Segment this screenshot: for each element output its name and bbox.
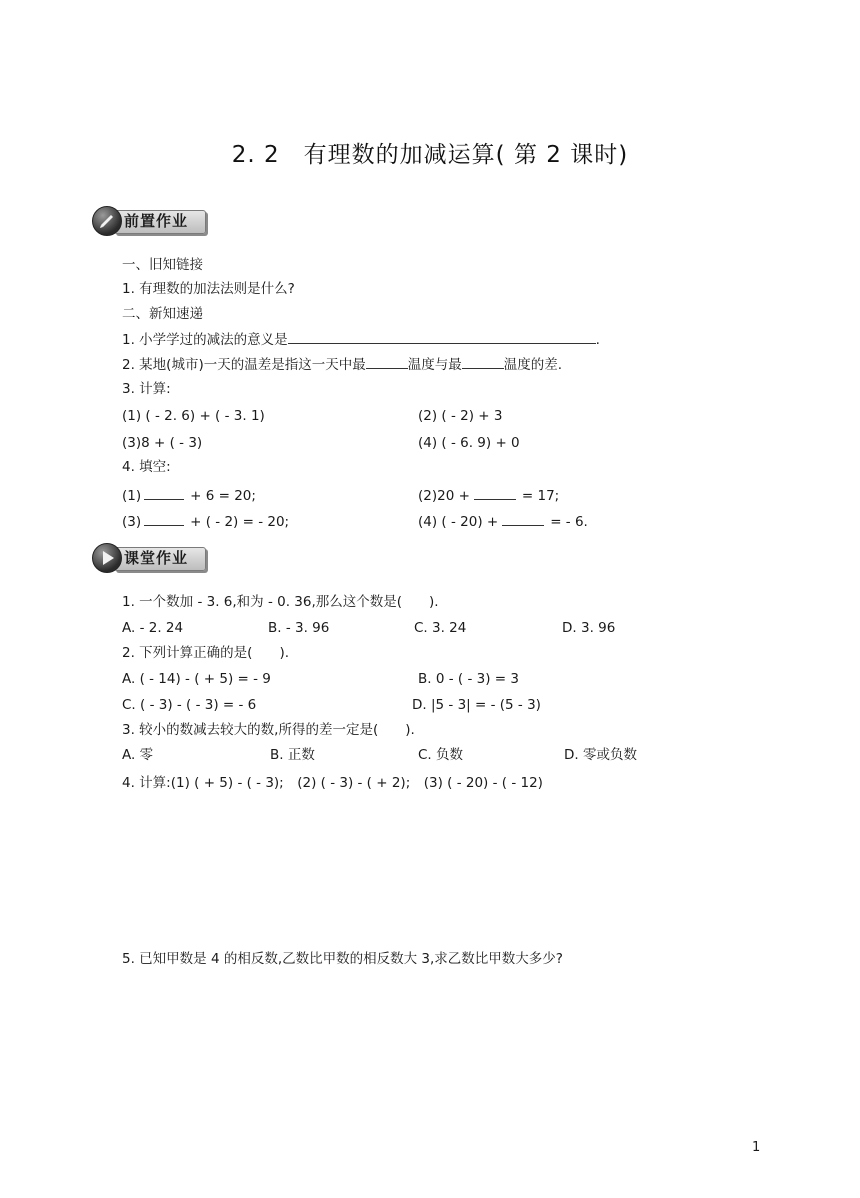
fill-item-2: (2)20 + = 17; [418,488,560,504]
fill-item-4: (4) ( - 20) + = - 6. [418,514,588,530]
answer-blank[interactable] [474,486,516,500]
fill-item-3: (3) + ( - 2) = - 20; [122,514,290,530]
answer-blank[interactable] [288,330,596,344]
part2-heading: 二、新知速递 [122,306,203,322]
new-question-3-heading: 3. 计算: [122,381,171,397]
answer-blank[interactable] [144,486,184,500]
option: A. 零 [122,747,154,763]
fill-item-1: (1) + 6 = 20; [122,488,256,504]
calc-item: (1) ( - 2. 6) + ( - 3. 1) [122,408,265,424]
calc-item: (4) ( - 6. 9) + 0 [418,435,520,451]
option: C. ( - 3) - ( - 3) = - 6 [122,697,257,713]
section-badge-classwork [92,543,206,573]
page-number: 1 [752,1140,761,1155]
option: D. 3. 96 [562,620,616,636]
answer-blank[interactable] [462,355,504,369]
classwork-question-1: 1. 一个数加 - 3. 6,和为 - 0. 36,那么这个数是( ). [122,594,439,610]
new-question-2: 2. 某地(城市)一天的温差是指这一天中最 温度与最 温度的差. [122,357,563,373]
option: B. 0 - ( - 3) = 3 [418,671,519,687]
pen-icon [92,206,122,236]
option: B. 正数 [270,747,315,763]
option: D. 零或负数 [564,747,637,763]
calc-item: (2) ( - 2) + 3 [418,408,503,424]
option: A. ( - 14) - ( + 5) = - 9 [122,671,271,687]
new-question-4-heading: 4. 填空: [122,459,171,475]
review-question-1: 1. 有理数的加法法则是什么? [122,281,295,297]
new-question-1: 1. 小学学过的减法的意义是 . [122,332,600,348]
part1-heading: 一、旧知链接 [122,257,203,273]
classwork-question-4: 4. 计算:(1) ( + 5) - ( - 3); (2) ( - 3) - ( + 2); (3) ( - 20) - ( - 12) [122,775,543,791]
option: D. |5 - 3| = - (5 - 3) [412,697,541,713]
classwork-question-2: 2. 下列计算正确的是( ). [122,645,289,661]
badge-label: 前置作业 [124,212,189,230]
option: A. - 2. 24 [122,620,184,636]
classwork-question-3: 3. 较小的数减去较大的数,所得的差一定是( ). [122,722,415,738]
calc-item: (3)8 + ( - 3) [122,435,203,451]
option: C. 3. 24 [414,620,467,636]
play-icon [92,543,122,573]
badge-label: 课堂作业 [124,549,189,567]
answer-blank[interactable] [502,512,544,526]
section-badge-preview [92,206,206,236]
answer-blank[interactable] [366,355,408,369]
answer-blank[interactable] [144,512,184,526]
page-title: 2. 2 有理数的加减运算( 第 2 课时) [231,142,629,168]
option: B. - 3. 96 [268,620,330,636]
classwork-question-5: 5. 已知甲数是 4 的相反数,乙数比甲数的相反数大 3,求乙数比甲数大多少? [122,951,563,967]
option: C. 负数 [418,747,464,763]
